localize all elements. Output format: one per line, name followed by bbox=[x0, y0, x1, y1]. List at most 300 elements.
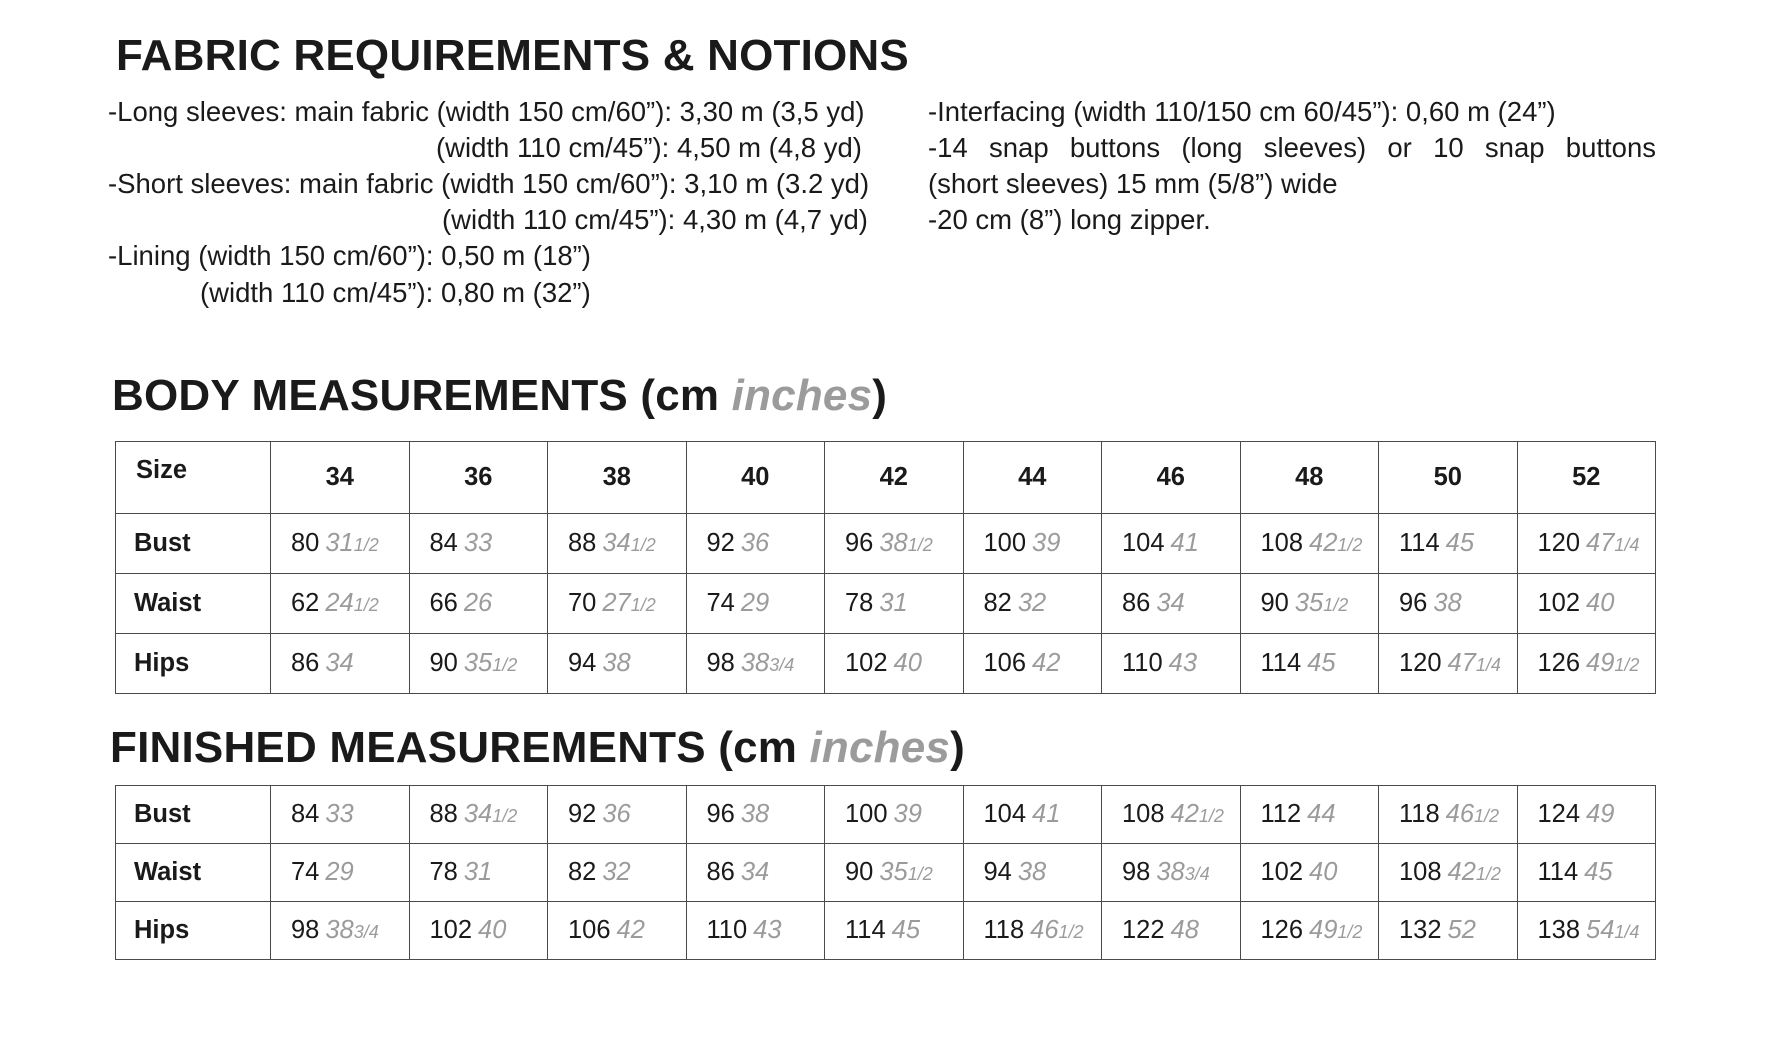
value-inches-fraction: 1/4 bbox=[1614, 535, 1640, 555]
value-inches bbox=[753, 916, 781, 944]
measurement-cell bbox=[825, 902, 964, 960]
value-inches-whole: 42 bbox=[1032, 649, 1061, 677]
value-cm: 118 bbox=[983, 916, 1025, 944]
value-cm: 70 bbox=[568, 589, 597, 617]
measurement-cell bbox=[1517, 844, 1656, 902]
value-inches bbox=[1309, 529, 1362, 557]
value-inches bbox=[602, 529, 655, 557]
value-inches-whole: 36 bbox=[602, 800, 631, 828]
value-cm: 96 bbox=[845, 529, 874, 557]
value-inches-whole: 39 bbox=[893, 800, 922, 828]
value-inches-fraction: 1/2 bbox=[353, 535, 379, 555]
measurement-cell bbox=[963, 844, 1102, 902]
value-cm: 90 bbox=[845, 858, 874, 886]
measurement-cell bbox=[686, 786, 825, 844]
table-row bbox=[116, 786, 1656, 844]
measurement-cell bbox=[1102, 902, 1241, 960]
measurement-cell bbox=[825, 786, 964, 844]
measurement-cell bbox=[1379, 844, 1518, 902]
value-inches-whole: 40 bbox=[1586, 589, 1615, 617]
value-inches bbox=[1030, 916, 1083, 944]
notion-line: (short sleeves) 15 mm (5/8”) wide bbox=[928, 168, 1338, 199]
value-cm: 102 bbox=[1537, 589, 1581, 617]
value-inches bbox=[602, 649, 630, 677]
value-cm: 112 bbox=[1260, 800, 1302, 828]
value-inches-fraction: 1/2 bbox=[1323, 595, 1349, 615]
value-inches bbox=[1032, 649, 1060, 677]
table-row bbox=[116, 844, 1656, 902]
value-inches-whole: 47 bbox=[1447, 649, 1476, 677]
finished-table-body bbox=[116, 786, 1656, 960]
value-cm: 106 bbox=[983, 649, 1027, 677]
value-inches-whole: 31 bbox=[463, 858, 493, 886]
title-close: ) bbox=[872, 371, 888, 420]
value-inches bbox=[1156, 858, 1209, 886]
measurement-cell bbox=[1517, 514, 1656, 574]
measurement-cell bbox=[409, 786, 548, 844]
value-inches bbox=[1586, 529, 1639, 557]
measurement-cell bbox=[1102, 634, 1241, 694]
value-inches-whole: 34 bbox=[740, 858, 770, 886]
measurement-cell bbox=[548, 844, 687, 902]
value-inches bbox=[1586, 916, 1639, 944]
value-cm: 120 bbox=[1537, 529, 1581, 557]
measurement-cell bbox=[963, 514, 1102, 574]
value-inches bbox=[879, 529, 932, 557]
value-inches bbox=[478, 916, 506, 944]
value-inches bbox=[1586, 649, 1639, 677]
value-inches-whole: 38 bbox=[879, 529, 908, 557]
value-inches-fraction: 1/2 bbox=[492, 655, 518, 675]
value-cm: 104 bbox=[1122, 529, 1165, 557]
value-inches-whole: 45 bbox=[1445, 529, 1475, 557]
value-inches-fraction: 1/2 bbox=[630, 535, 656, 555]
measurement-cell bbox=[1102, 514, 1241, 574]
value-inches-fraction: 1/2 bbox=[1474, 806, 1500, 826]
title-close: ) bbox=[950, 723, 965, 772]
value-cm: 102 bbox=[845, 649, 888, 677]
value-inches bbox=[1584, 858, 1612, 886]
value-cm: 114 bbox=[845, 916, 886, 944]
value-inches bbox=[1295, 589, 1348, 617]
value-inches-whole: 35 bbox=[879, 858, 908, 886]
value-cm: 110 bbox=[706, 916, 748, 944]
value-inches-fraction: 1/2 bbox=[1198, 806, 1224, 826]
value-cm: 80 bbox=[291, 529, 320, 557]
value-inches-fraction: 1/2 bbox=[1614, 655, 1640, 675]
value-inches bbox=[325, 800, 353, 828]
value-cm: 82 bbox=[568, 858, 597, 886]
measurement-cell bbox=[271, 574, 410, 634]
value-inches-whole: 49 bbox=[1309, 916, 1338, 944]
value-cm: 98 bbox=[1122, 858, 1151, 886]
size-column-header: 42 bbox=[825, 442, 964, 514]
value-cm: 90 bbox=[1260, 589, 1289, 617]
value-cm: 74 bbox=[706, 589, 735, 617]
measurement-cell bbox=[1240, 844, 1379, 902]
measurement-cell bbox=[686, 902, 825, 960]
value-inches bbox=[741, 649, 794, 677]
value-inches bbox=[879, 858, 932, 886]
value-inches-whole: 49 bbox=[1586, 800, 1615, 828]
value-inches-whole: 34 bbox=[325, 649, 354, 677]
requirement-line: (width 110 cm/45”): 0,80 m (32”) bbox=[200, 277, 591, 308]
measurement-cell bbox=[271, 514, 410, 574]
value-inches bbox=[464, 529, 492, 557]
value-cm: 110 bbox=[1122, 649, 1163, 677]
value-inches-whole: 26 bbox=[463, 589, 493, 617]
value-cm: 62 bbox=[291, 589, 320, 617]
value-cm: 98 bbox=[706, 649, 735, 677]
value-cm: 84 bbox=[291, 800, 320, 828]
value-inches-whole: 35 bbox=[463, 649, 493, 677]
value-inches bbox=[741, 589, 769, 617]
notion-line: -14 snap buttons (long sleeves) or 10 snap buttons bbox=[928, 132, 1656, 163]
value-cm: 126 bbox=[1260, 916, 1304, 944]
value-cm: 122 bbox=[1122, 916, 1165, 944]
value-inches bbox=[1171, 529, 1199, 557]
row-label: Hips bbox=[116, 634, 271, 694]
value-inches-whole: 38 bbox=[1156, 858, 1185, 886]
value-inches-whole: 45 bbox=[1307, 649, 1336, 677]
value-cm: 92 bbox=[568, 800, 597, 828]
measurement-cell bbox=[548, 786, 687, 844]
value-cm: 78 bbox=[845, 589, 874, 617]
value-inches-fraction: 3/4 bbox=[769, 655, 795, 675]
value-inches bbox=[602, 800, 630, 828]
value-inches-whole: 38 bbox=[325, 916, 354, 944]
value-cm: 132 bbox=[1399, 916, 1442, 944]
value-inches-whole: 33 bbox=[463, 529, 493, 557]
measurement-cell bbox=[271, 634, 410, 694]
value-inches-whole: 29 bbox=[740, 589, 770, 617]
value-cm: 138 bbox=[1537, 916, 1581, 944]
table-row bbox=[116, 902, 1656, 960]
value-inches-whole: 44 bbox=[1307, 800, 1336, 828]
value-cm: 96 bbox=[1399, 589, 1428, 617]
value-inches bbox=[1171, 916, 1199, 944]
value-inches-whole: 40 bbox=[1309, 858, 1338, 886]
value-cm: 106 bbox=[568, 916, 611, 944]
value-inches bbox=[464, 649, 517, 677]
measurement-cell bbox=[1517, 634, 1656, 694]
value-inches bbox=[602, 589, 655, 617]
value-inches bbox=[1586, 589, 1614, 617]
measurement-cell bbox=[1517, 902, 1656, 960]
value-inches bbox=[1032, 529, 1060, 557]
value-cm: 82 bbox=[983, 589, 1012, 617]
value-inches-whole: 49 bbox=[1586, 649, 1615, 677]
value-inches bbox=[894, 649, 922, 677]
row-label: Waist bbox=[116, 844, 271, 902]
value-inches-whole: 36 bbox=[740, 529, 770, 557]
value-cm: 114 bbox=[1537, 858, 1579, 886]
value-inches bbox=[894, 800, 922, 828]
measurement-cell bbox=[548, 574, 687, 634]
value-inches bbox=[1307, 649, 1335, 677]
value-inches-whole: 52 bbox=[1447, 916, 1476, 944]
notion-line: -Interfacing (width 110/150 cm 60/45”): 0,60 m (24”) bbox=[928, 96, 1556, 127]
value-inches bbox=[325, 649, 353, 677]
value-inches bbox=[1169, 649, 1197, 677]
value-inches-whole: 54 bbox=[1586, 916, 1615, 944]
requirement-line: (width 110 cm/45”): 4,50 m (4,8 yd) bbox=[436, 132, 862, 163]
value-inches bbox=[741, 800, 769, 828]
body-measurements-table bbox=[115, 441, 1656, 694]
value-inches bbox=[1448, 649, 1501, 677]
value-cm: 74 bbox=[291, 858, 320, 886]
value-cm: 88 bbox=[568, 529, 597, 557]
value-cm: 102 bbox=[429, 916, 473, 944]
finished-measurements-title bbox=[110, 722, 965, 774]
value-cm: 86 bbox=[1122, 589, 1151, 617]
value-cm: 66 bbox=[429, 589, 458, 617]
value-inches-fraction: 1/4 bbox=[1475, 655, 1501, 675]
value-cm: 108 bbox=[1122, 800, 1165, 828]
measurement-cell bbox=[409, 574, 548, 634]
value-cm: 96 bbox=[706, 800, 735, 828]
row-label: Bust bbox=[116, 514, 271, 574]
measurement-cell bbox=[1517, 574, 1656, 634]
size-column-header: 46 bbox=[1102, 442, 1241, 514]
measurement-cell bbox=[409, 514, 548, 574]
measurement-cell bbox=[1102, 574, 1241, 634]
value-inches-whole: 32 bbox=[1017, 589, 1047, 617]
value-inches-fraction: 3/4 bbox=[353, 922, 379, 942]
measurement-cell bbox=[963, 786, 1102, 844]
measurement-cell bbox=[409, 634, 548, 694]
value-inches-whole: 45 bbox=[1584, 858, 1613, 886]
value-inches-whole: 24 bbox=[325, 589, 354, 617]
measurement-cell bbox=[1379, 786, 1518, 844]
value-inches-whole: 29 bbox=[325, 858, 354, 886]
value-inches bbox=[617, 916, 645, 944]
value-cm: 118 bbox=[1399, 800, 1440, 828]
value-cm: 90 bbox=[429, 649, 458, 677]
value-inches-fraction: 3/4 bbox=[1184, 864, 1210, 884]
value-cm: 100 bbox=[983, 529, 1027, 557]
value-inches-whole: 27 bbox=[602, 589, 631, 617]
measurement-cell bbox=[1240, 514, 1379, 574]
value-inches-whole: 46 bbox=[1030, 916, 1059, 944]
value-cm: 108 bbox=[1260, 529, 1304, 557]
value-inches bbox=[1018, 589, 1046, 617]
body-measurements-title bbox=[112, 370, 887, 422]
value-cm: 86 bbox=[291, 649, 320, 677]
value-cm: 104 bbox=[983, 800, 1027, 828]
value-inches-whole: 42 bbox=[1170, 800, 1199, 828]
value-inches-whole: 42 bbox=[1309, 529, 1338, 557]
row-label: Waist bbox=[116, 574, 271, 634]
body-table-body bbox=[116, 442, 1656, 694]
value-inches bbox=[741, 529, 769, 557]
value-inches-whole: 38 bbox=[1017, 858, 1047, 886]
measurement-cell bbox=[825, 844, 964, 902]
finished-measurements-table bbox=[115, 785, 1656, 960]
value-inches bbox=[1446, 529, 1474, 557]
fabric-requirements-title: FABRIC REQUIREMENTS & NOTIONS bbox=[116, 31, 909, 80]
measurement-cell bbox=[963, 574, 1102, 634]
measurement-cell bbox=[1240, 634, 1379, 694]
value-inches bbox=[325, 916, 378, 944]
value-inches-fraction: 1/2 bbox=[907, 864, 933, 884]
requirement-line: -Lining (width 150 cm/60”): 0,50 m (18”) bbox=[108, 240, 591, 271]
value-inches bbox=[741, 858, 769, 886]
value-cm: 126 bbox=[1537, 649, 1581, 677]
notion-line: -20 cm (8”) long zipper. bbox=[928, 204, 1211, 235]
value-inches-fraction: 1/2 bbox=[1337, 535, 1363, 555]
value-inches-whole: 41 bbox=[1032, 800, 1061, 828]
measurement-cell bbox=[548, 634, 687, 694]
value-inches-fraction: 1/4 bbox=[1614, 922, 1640, 942]
value-inches bbox=[325, 858, 353, 886]
measurement-cell bbox=[271, 786, 410, 844]
title-text: FINISHED MEASUREMENTS (cm bbox=[110, 723, 810, 772]
measurement-cell bbox=[409, 902, 548, 960]
size-column-header: 48 bbox=[1240, 442, 1379, 514]
value-inches-whole: 41 bbox=[1170, 529, 1199, 557]
value-cm: 100 bbox=[845, 800, 888, 828]
value-inches-whole: 31 bbox=[879, 589, 908, 617]
value-cm: 94 bbox=[568, 649, 597, 677]
measurement-cell bbox=[409, 844, 548, 902]
measurement-cell bbox=[1240, 902, 1379, 960]
value-inches-fraction: 1/2 bbox=[1058, 922, 1084, 942]
value-inches bbox=[1156, 589, 1184, 617]
title-inches-word: inches bbox=[731, 371, 873, 420]
measurement-cell bbox=[1240, 574, 1379, 634]
measurement-cell bbox=[686, 574, 825, 634]
measurement-cell bbox=[271, 902, 410, 960]
measurement-cell bbox=[1379, 574, 1518, 634]
value-inches bbox=[464, 858, 492, 886]
value-cm: 114 bbox=[1399, 529, 1440, 557]
value-inches-whole: 40 bbox=[893, 649, 922, 677]
value-inches-whole: 47 bbox=[1586, 529, 1615, 557]
value-inches-whole: 35 bbox=[1294, 589, 1324, 617]
size-column-header: 36 bbox=[409, 442, 548, 514]
measurement-cell bbox=[963, 902, 1102, 960]
title-inches-word: inches bbox=[809, 723, 951, 772]
value-inches-fraction: 1/2 bbox=[630, 595, 656, 615]
value-inches-whole: 46 bbox=[1445, 800, 1475, 828]
value-cm: 88 bbox=[429, 800, 458, 828]
measurement-cell bbox=[1379, 634, 1518, 694]
value-inches bbox=[1586, 800, 1614, 828]
value-cm: 98 bbox=[291, 916, 320, 944]
size-column-header: 40 bbox=[686, 442, 825, 514]
value-inches bbox=[464, 800, 517, 828]
value-inches bbox=[1032, 800, 1060, 828]
measurement-cell bbox=[1517, 786, 1656, 844]
value-cm: 84 bbox=[429, 529, 458, 557]
value-inches-whole: 34 bbox=[463, 800, 493, 828]
table-row bbox=[116, 634, 1656, 694]
value-inches-whole: 38 bbox=[1433, 589, 1462, 617]
value-inches-whole: 38 bbox=[740, 800, 770, 828]
value-inches bbox=[602, 858, 630, 886]
measurement-cell bbox=[686, 634, 825, 694]
measurement-cell bbox=[548, 902, 687, 960]
value-inches-fraction: 1/2 bbox=[353, 595, 379, 615]
value-cm: 120 bbox=[1399, 649, 1442, 677]
value-cm: 108 bbox=[1399, 858, 1442, 886]
value-inches-fraction: 1/2 bbox=[1475, 864, 1501, 884]
value-inches-fraction: 1/2 bbox=[492, 806, 518, 826]
value-inches-whole: 33 bbox=[325, 800, 354, 828]
requirement-line: -Long sleeves: main fabric (width 150 cm/60”): 3,30 m (3,5 yd) bbox=[108, 96, 865, 127]
value-cm: 86 bbox=[706, 858, 735, 886]
row-label: Hips bbox=[116, 902, 271, 960]
title-text: BODY MEASUREMENTS (cm bbox=[112, 371, 732, 420]
value-cm: 78 bbox=[429, 858, 458, 886]
measurement-cell bbox=[1102, 844, 1241, 902]
value-inches-whole: 48 bbox=[1170, 916, 1199, 944]
value-cm: 92 bbox=[706, 529, 735, 557]
value-inches bbox=[1309, 858, 1337, 886]
value-inches-whole: 34 bbox=[1156, 589, 1185, 617]
table-row bbox=[116, 574, 1656, 634]
measurement-cell bbox=[825, 574, 964, 634]
measurement-cell bbox=[1379, 514, 1518, 574]
value-inches-whole: 39 bbox=[1032, 529, 1061, 557]
value-inches-fraction: 1/2 bbox=[1337, 922, 1363, 942]
requirement-line: -Short sleeves: main fabric (width 150 cm/60”): 3,10 m (3.2 yd) bbox=[108, 168, 870, 199]
value-inches-whole: 38 bbox=[602, 649, 631, 677]
value-inches bbox=[879, 589, 907, 617]
value-inches bbox=[464, 589, 492, 617]
value-inches bbox=[1171, 800, 1224, 828]
requirement-line: (width 110 cm/45”): 4,30 m (4,7 yd) bbox=[442, 204, 868, 235]
measurement-cell bbox=[1102, 786, 1241, 844]
value-inches-whole: 31 bbox=[325, 529, 354, 557]
value-inches-whole: 42 bbox=[1447, 858, 1476, 886]
value-inches-whole: 45 bbox=[891, 916, 921, 944]
size-column-header: 38 bbox=[548, 442, 687, 514]
value-inches bbox=[1448, 858, 1501, 886]
measurement-cell bbox=[963, 634, 1102, 694]
measurement-cell bbox=[271, 844, 410, 902]
size-column-header: 44 bbox=[963, 442, 1102, 514]
measurement-cell bbox=[686, 514, 825, 574]
size-column-header: 50 bbox=[1379, 442, 1518, 514]
value-inches bbox=[1448, 916, 1476, 944]
value-inches bbox=[892, 916, 920, 944]
value-inches bbox=[325, 589, 378, 617]
row-label: Bust bbox=[116, 786, 271, 844]
value-inches bbox=[1307, 800, 1335, 828]
value-inches-whole: 34 bbox=[602, 529, 631, 557]
size-column-header: 52 bbox=[1517, 442, 1656, 514]
value-inches-fraction: 1/2 bbox=[907, 535, 933, 555]
size-column-header: 34 bbox=[271, 442, 410, 514]
value-inches bbox=[1309, 916, 1362, 944]
value-inches bbox=[325, 529, 378, 557]
measurement-cell bbox=[686, 844, 825, 902]
value-inches-whole: 40 bbox=[478, 916, 507, 944]
size-header-label: Size bbox=[116, 442, 271, 514]
value-inches bbox=[1446, 800, 1499, 828]
measurement-cell bbox=[1379, 902, 1518, 960]
measurement-cell bbox=[825, 514, 964, 574]
measurement-cell bbox=[825, 634, 964, 694]
value-cm: 94 bbox=[983, 858, 1012, 886]
table-row bbox=[116, 514, 1656, 574]
measurement-cell bbox=[548, 514, 687, 574]
value-inches-whole: 38 bbox=[740, 649, 770, 677]
measurement-cell bbox=[1240, 786, 1379, 844]
value-inches bbox=[1433, 589, 1461, 617]
